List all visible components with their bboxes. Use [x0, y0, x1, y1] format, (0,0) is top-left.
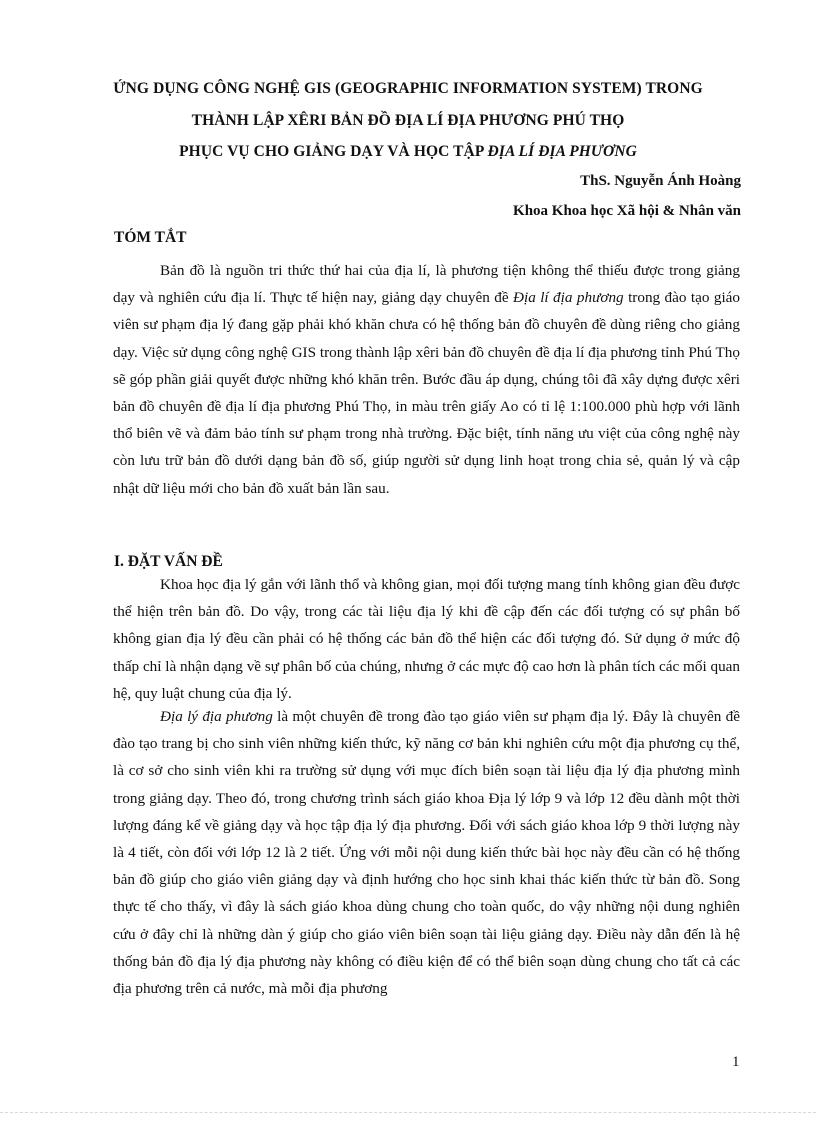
abstract-italic-term: Địa lí địa phương — [513, 289, 624, 307]
title-line-3 — [60, 143, 756, 161]
section-paragraph-2-text: là một chuyên đề trong đào tạo giáo viên sư phạm địa lý. Đây là chuyên đề đào tạo trang bị cho sinh viên những kiến thức, kỹ năng cơ bản khi nghiên cứu một địa phương cụ thể, là cơ sở cho sinh viên khi ra trường sử dụng với mục đích biên soạn tài liệu địa lý địa phương mình trong giảng dạy. Theo đó, trong chương trình sách giáo khoa Địa lý lớp 9 và lớp 12 đều dành một thời lượng đáng kể về giảng dạy và học tập địa lý địa phương. Đối với sách giáo khoa lớp 9 thời lượng này là 4 tiết, còn đối với lớp 12 là 2 tiết. Ứng với mỗi nội dung kiến thức bài học này đều cần có hệ thống bản đồ giúp cho giáo viên giảng dạy và định hướng cho học sinh khai thác kiến thức từ bản đồ. Song thực tế cho thấy, vì đây là sách giáo khoa dùng chung cho toàn quốc, do vậy những nội dung nghiên cứu ở đây chỉ là những dàn ý giúp cho giáo viên biên soạn tài liệu giảng dạy. Điều này dẫn đến là hệ thống bản đồ địa lý địa phương này không có điều kiện để có thể biên soạn dùng chung cho tất cả các địa phương trên cả nước, mà mỗi địa phương — [113, 708, 740, 998]
abstract-text-after: trong đào tạo giáo viên sư phạm địa lý đang gặp phải khó khăn chưa có hệ thống bản đồ chuyên đề dùng riêng cho giảng dạy. Việc sử dụng công nghệ GIS trong thành lập xêri bản đồ chuyên đề địa lí địa phương tỉnh Phú Thọ sẽ góp phần giải quyết được những khó khăn trên. Bước đầu áp dụng, chúng tôi đã xây dựng được xêri bản đồ chuyên đề địa lí địa phương Phú Thọ, in màu trên giấy Ao có tỉ lệ 1:100.000 phù hợp với lãnh thổ biên vẽ và đảm bảo tính sư phạm trong nhà trường. Đặc biệt, tính năng ưu việt của công nghệ này còn lưu trữ bản đồ dưới dạng bản đồ số, giúp người sử dụng linh hoạt trong chia sẻ, quản lý và cập nhật dữ liệu mới cho bản đồ xuất bản lần sau. — [113, 289, 740, 497]
section-paragraph-2 — [113, 703, 740, 1002]
page-bottom-divider — [0, 1112, 816, 1113]
page-number: 1 — [732, 1054, 740, 1070]
section-paragraph-1: Khoa học địa lý gắn với lãnh thổ và không gian, mọi đối tượng mang tính không gian đều được thể hiện trên bản đồ. Do vậy, trong các tài liệu địa lý khi đề cập đến các đối tượng có sự phân bố không gian địa lý đều cần phải có hệ thống các bản đồ thể hiện các đối tượng đó. Sử dụng ở mức độ thấp chỉ là nhận dạng về sự phân bố của chúng, nhưng ở các mực độ cao hơn là phân tích các mối quan hệ, quy luật chung của địa lý. — [113, 576, 740, 702]
abstract-paragraph — [113, 257, 740, 502]
author-name: ThS. Nguyễn Ánh Hoàng — [580, 173, 741, 189]
title-line-3-italic: ĐỊA LÍ ĐỊA PHƯƠNG — [487, 143, 637, 160]
title-line-2: THÀNH LẬP XÊRI BẢN ĐỒ ĐỊA LÍ ĐỊA PHƯƠNG PHÚ THỌ — [191, 112, 625, 129]
section-paragraph-2-italic: Địa lý địa phương — [160, 708, 273, 725]
author-affiliation: Khoa Khoa học Xã hội & Nhân văn — [513, 203, 741, 219]
section-heading: I. ĐẶT VẤN ĐỀ — [114, 553, 223, 570]
title-line-1: ỨNG DỤNG CÔNG NGHỆ GIS (GEOGRAPHIC INFORMATION SYSTEM) TRONG — [113, 80, 703, 97]
abstract-heading: TÓM TẮT — [114, 229, 187, 246]
title-line-3-prefix: PHỤC VỤ CHO GIẢNG DẠY VÀ HỌC TẬP — [179, 143, 488, 160]
abstract-text-before: Bản đồ là nguồn tri thức thứ hai của địa lí, là phương tiện không thể thiếu được trong giảng dạy và nghiên cứu địa lí. Thực tế hiện nay, giảng dạy chuyên đề — [113, 262, 740, 307]
